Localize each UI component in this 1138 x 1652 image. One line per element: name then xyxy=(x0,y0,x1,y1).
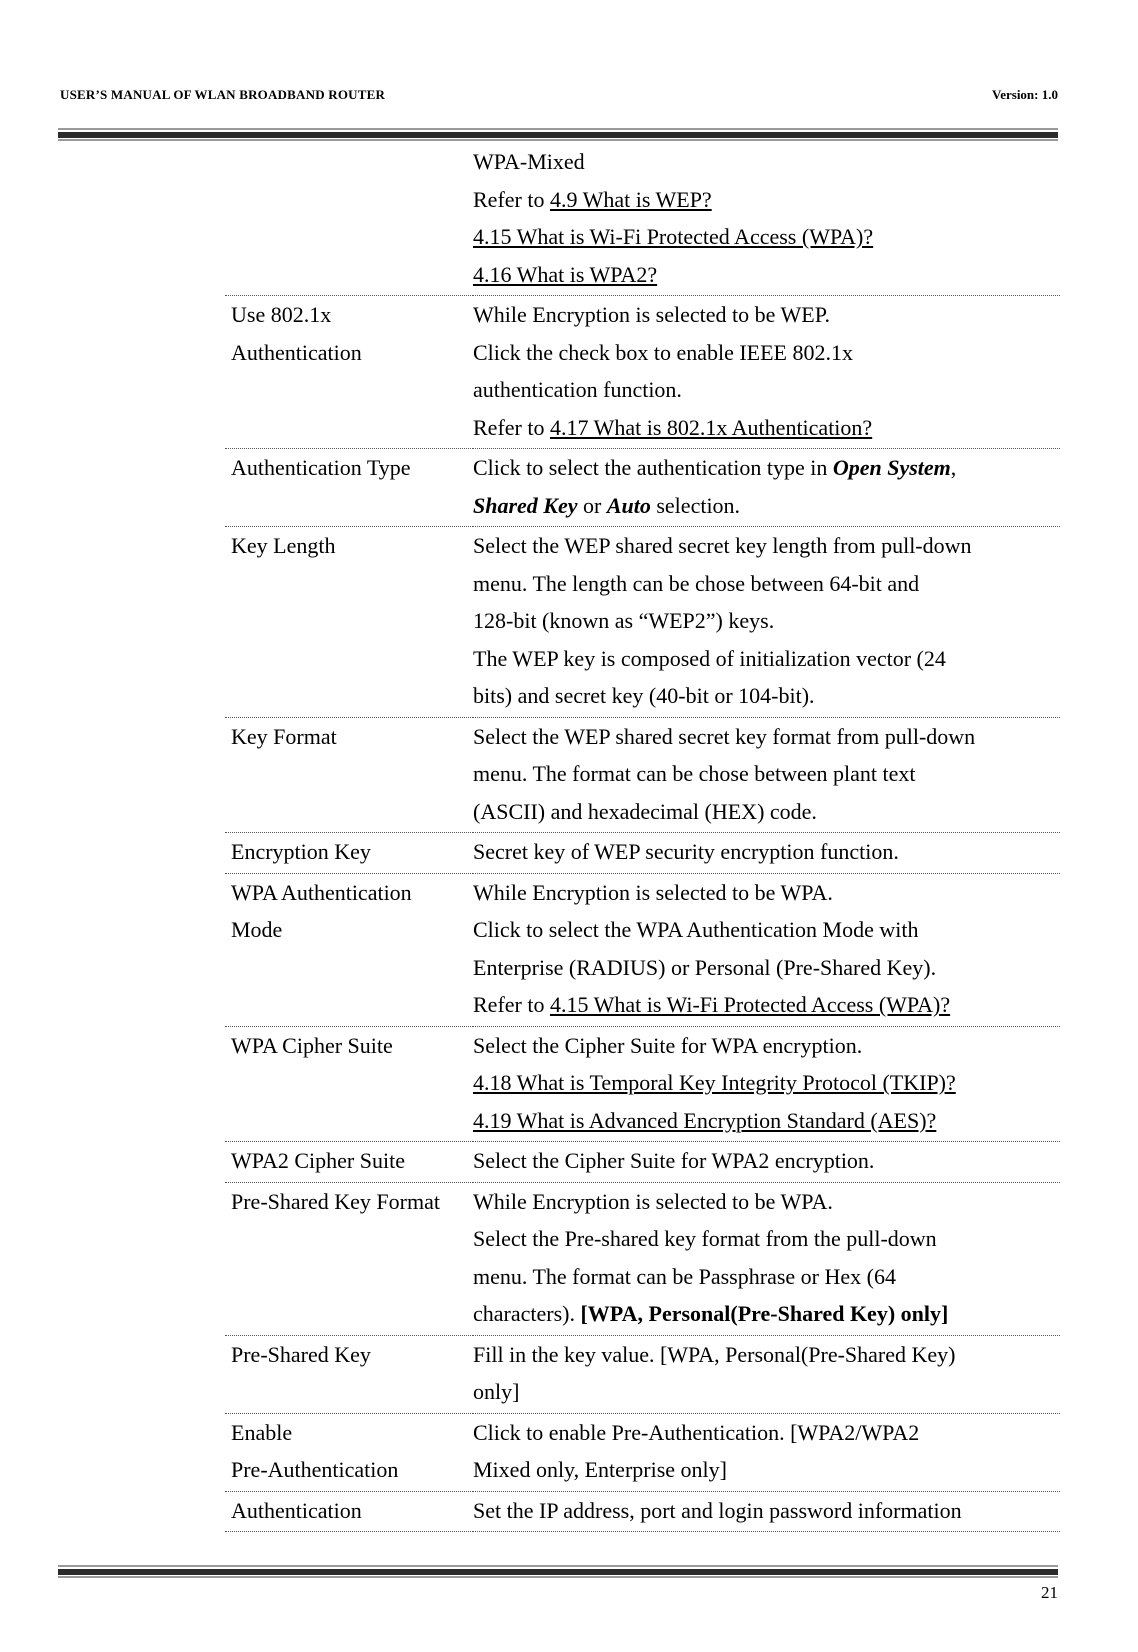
tkip-link[interactable]: 4.18 What is Temporal Key Integrity Protocol (TKIP)? xyxy=(473,1070,956,1095)
table-row xyxy=(225,1492,1060,1533)
table-row xyxy=(225,874,1060,1027)
version-label: Version: 1.0 xyxy=(992,87,1058,102)
desc-line: Click to enable Pre-Authentication. [WPA2/WPA2 xyxy=(473,1419,920,1445)
row-label: Authentication Type xyxy=(225,449,473,527)
desc-line: (ASCII) and hexadecimal (HEX) code. xyxy=(473,798,817,824)
desc-text: or xyxy=(577,492,607,518)
table-row xyxy=(225,449,1060,527)
table-row xyxy=(225,143,1060,296)
desc-text: selection. xyxy=(650,492,741,518)
table-row xyxy=(225,1142,1060,1183)
table-row xyxy=(225,1027,1060,1143)
aes-link[interactable]: 4.19 What is Advanced Encryption Standard (AES)? xyxy=(473,1107,937,1133)
row-label: Key Format xyxy=(225,718,473,834)
header-rule xyxy=(58,128,1058,141)
desc-text: , xyxy=(950,455,957,480)
table-row xyxy=(225,718,1060,834)
desc-line: Select the Cipher Suite for WPA2 encryption. xyxy=(473,1148,875,1173)
row-label: Encryption Key xyxy=(225,833,473,874)
row-label: Pre-Shared Key Format xyxy=(225,1183,473,1336)
desc-text: Refer to xyxy=(473,992,550,1017)
desc-line: While Encryption is selected to be WPA. xyxy=(473,1188,833,1214)
row-label xyxy=(225,874,473,1027)
table-row xyxy=(225,527,1060,718)
page-number: 21 xyxy=(1041,1583,1058,1602)
open-system-term: Open System xyxy=(832,455,951,480)
desc-text: characters). xyxy=(473,1301,581,1326)
row-label xyxy=(225,143,473,296)
row-description xyxy=(473,1414,1060,1492)
wpa-link[interactable]: 4.15 What is Wi-Fi Protected Access (WPA)? xyxy=(473,224,874,249)
desc-text: Click to select the authentication type in xyxy=(473,455,833,480)
label-line: Authentication xyxy=(231,339,362,365)
desc-line: Click the check box to enable IEEE 802.1x xyxy=(473,339,853,365)
desc-line: The WEP key is composed of initialization vector (24 xyxy=(473,645,946,671)
row-label: Pre-Shared Key xyxy=(225,1336,473,1414)
row-description xyxy=(473,527,1060,718)
desc-line xyxy=(473,1295,1060,1333)
row-description xyxy=(473,874,1060,1027)
desc-line: Click to select the WPA Authentication Mode with xyxy=(473,917,919,942)
8021x-link[interactable]: 4.17 What is 802.1x Authentication? xyxy=(549,414,873,440)
label-line: WPA Authentication xyxy=(231,879,412,905)
table-row xyxy=(225,833,1060,874)
desc-line: menu. The format can be chose between plant text xyxy=(473,761,916,786)
row-description xyxy=(473,1142,1060,1183)
table-row xyxy=(225,296,1060,449)
wpa-link[interactable]: 4.15 What is Wi-Fi Protected Access (WPA)? xyxy=(549,992,951,1017)
row-description xyxy=(473,833,1060,874)
table-row xyxy=(225,1336,1060,1414)
desc-line: While Encryption is selected to be WEP. xyxy=(473,302,831,327)
desc-line: WPA-Mixed xyxy=(473,149,585,174)
desc-line: authentication function. xyxy=(473,377,682,402)
footer-rule xyxy=(58,1565,1058,1578)
desc-line: Mixed only, Enterprise only] xyxy=(473,1457,727,1482)
label-line: Use 802.1x xyxy=(231,302,332,327)
row-label: Authentication xyxy=(225,1492,473,1533)
desc-line: Select the Pre-shared key format from the pull-down xyxy=(473,1226,937,1251)
desc-line xyxy=(473,487,1060,525)
settings-table xyxy=(225,143,1060,1532)
row-description xyxy=(473,1027,1060,1143)
row-label xyxy=(225,296,473,449)
label-line: Pre-Authentication xyxy=(231,1457,399,1482)
row-description xyxy=(473,718,1060,834)
wep-link[interactable]: 4.9 What is WEP? xyxy=(549,186,712,212)
desc-text: Refer to xyxy=(473,414,550,440)
row-label: WPA2 Cipher Suite xyxy=(225,1142,473,1183)
desc-line: Select the Cipher Suite for WPA encryption. xyxy=(473,1032,863,1058)
desc-line: Fill in the key value. [WPA, Personal(Pre-Shared Key) xyxy=(473,1341,956,1367)
table-row xyxy=(225,1183,1060,1336)
desc-line: menu. The length can be chose between 64-bit and xyxy=(473,570,920,596)
desc-line: menu. The format can be Passphrase or Hex (64 xyxy=(473,1263,896,1289)
desc-line: only] xyxy=(473,1379,520,1404)
desc-line xyxy=(473,409,1060,447)
row-description xyxy=(473,1492,1060,1533)
desc-line xyxy=(473,449,1060,487)
desc-text: Refer to xyxy=(473,186,550,212)
table-row xyxy=(225,1414,1060,1492)
desc-line: Secret key of WEP security encryption function. xyxy=(473,839,899,864)
row-description xyxy=(473,1336,1060,1414)
label-line: Mode xyxy=(231,917,283,942)
row-label xyxy=(225,1414,473,1492)
desc-line xyxy=(473,986,1060,1024)
desc-line: Select the WEP shared secret key format from pull-down xyxy=(473,723,976,749)
scope-note: [WPA, Personal(Pre-Shared Key) only] xyxy=(580,1301,949,1326)
wpa2-link[interactable]: 4.16 What is WPA2? xyxy=(473,261,658,287)
row-description xyxy=(473,449,1060,527)
row-label: WPA Cipher Suite xyxy=(225,1027,473,1143)
manual-title: USER’S MANUAL OF WLAN BROADBAND ROUTER xyxy=(60,87,386,102)
row-label: Key Length xyxy=(225,527,473,718)
desc-line: While Encryption is selected to be WPA. xyxy=(473,879,833,905)
desc-line: Select the WEP shared secret key length from pull-down xyxy=(473,533,972,558)
desc-line: 128-bit (known as “WEP2”) keys. xyxy=(473,608,775,633)
desc-line xyxy=(473,181,1060,219)
shared-key-term: Shared Key xyxy=(473,492,578,518)
desc-line: Enterprise (RADIUS) or Personal (Pre-Shared Key). xyxy=(473,954,937,980)
row-description xyxy=(473,143,1060,296)
label-line: Enable xyxy=(231,1419,293,1445)
auto-term: Auto xyxy=(606,492,651,518)
row-description xyxy=(473,1183,1060,1336)
desc-line: bits) and secret key (40-bit or 104-bit). xyxy=(473,683,815,708)
row-description xyxy=(473,296,1060,449)
desc-line: Set the IP address, port and login password information xyxy=(473,1497,962,1523)
